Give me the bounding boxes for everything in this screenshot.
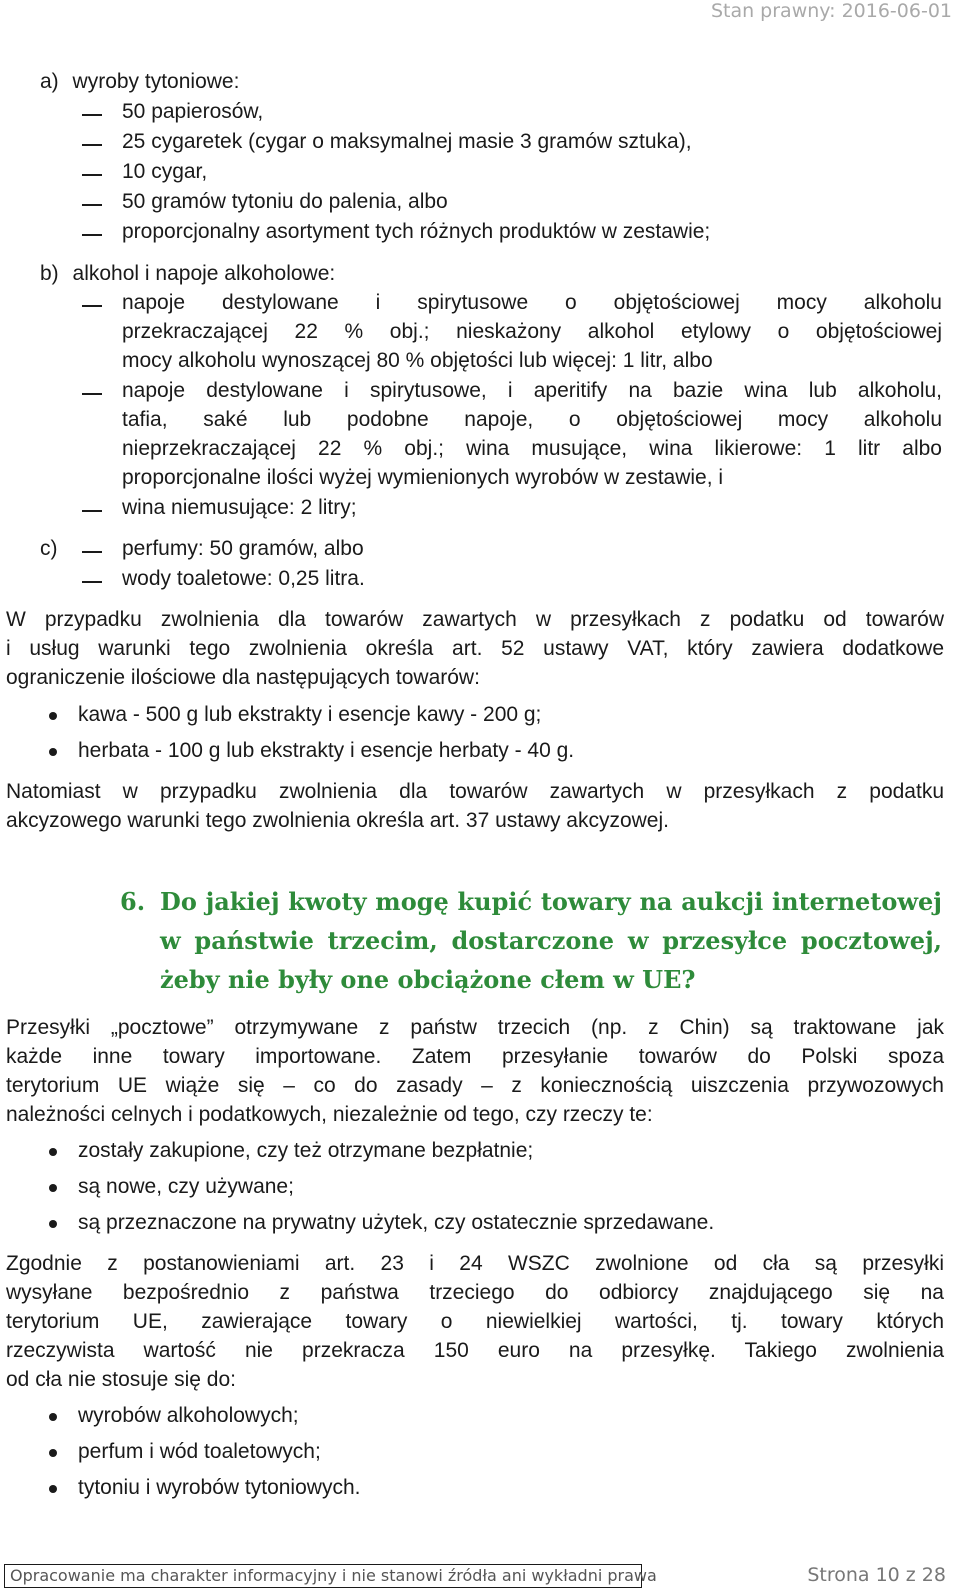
paragraph-line: wysyłane bezpośrednio z państwa trzeciego do odbiorcy znajdującego się na xyxy=(6,1281,944,1304)
bullet-icon xyxy=(49,748,57,756)
bullet-item: są przeznaczone na prywatny użytek, czy ostatecznie sprzedawane. xyxy=(78,1211,715,1234)
bullet-icon xyxy=(49,1485,57,1493)
section-b-title: alkohol i napoje alkoholowe: xyxy=(72,262,336,285)
page-number: Strona 10 z 28 xyxy=(807,1564,946,1586)
bullet-item: tytoniu i wyrobów tytoniowych. xyxy=(78,1476,361,1499)
paragraph-line: każde inne towary importowane. Zatem przesyłanie towarów do Polski spoza xyxy=(6,1045,944,1068)
dash-marker xyxy=(82,510,102,512)
paragraph-line: Przesyłki „pocztowe” otrzymywane z państw trzecich (np. z Chin) są traktowane jak xyxy=(6,1016,944,1039)
dash-marker xyxy=(82,174,102,176)
list-item: 25 cygaretek (cygar o maksymalnej masie 3 gramów sztuka), xyxy=(122,130,692,153)
list-item-line: napoje destylowane i spirytusowe o objętościowej mocy alkoholu xyxy=(122,291,942,314)
list-item: wina niemusujące: 2 litry; xyxy=(122,496,357,519)
list-item: 50 papierosów, xyxy=(122,100,264,123)
dash-marker xyxy=(82,581,102,583)
list-item-line: napoje destylowane i spirytusowe, i aperitify na bazie wina lub alkoholu, xyxy=(122,379,942,402)
footer-disclaimer: Opracowanie ma charakter informacyjny i nie stanowi źródła ani wykładni prawa xyxy=(10,1566,657,1585)
list-item-line: przekraczającej 22 % obj.; nieskażony alkohol etylowy o objętościowej xyxy=(122,320,942,343)
bullet-icon xyxy=(49,1184,57,1192)
section-a-label: a) xyxy=(40,70,59,93)
dash-marker xyxy=(82,551,102,553)
bullet-item: kawa - 500 g lub ekstrakty i esencje kawy - 200 g; xyxy=(78,703,542,726)
section-a-title: wyroby tytoniowe: xyxy=(72,70,240,93)
dash-marker xyxy=(82,144,102,146)
section-b-heading xyxy=(40,262,335,286)
paragraph-line: i usług warunki tego zwolnienia określa art. 52 ustawy VAT, który zawiera dodatkowe xyxy=(6,637,944,660)
question-number: 6. xyxy=(120,887,146,916)
question-heading-line: Do jakiej kwoty mogę kupić towary na aukcji internetowej xyxy=(160,887,942,916)
dash-marker xyxy=(82,234,102,236)
bullet-icon xyxy=(49,1220,57,1228)
list-item: 10 cygar, xyxy=(122,160,208,183)
paragraph-line: Zgodnie z postanowieniami art. 23 i 24 WSZC zwolnione od cła są przesyłki xyxy=(6,1252,944,1275)
bullet-icon xyxy=(49,1148,57,1156)
paragraph-line: terytorium UE wiąże się – co do zasady – z koniecznością uiszczenia przywozowych xyxy=(6,1074,944,1097)
list-item-line: tafia, saké lub podobne napoje, o objętościowej mocy alkoholu xyxy=(122,408,942,431)
bullet-item: wyrobów alkoholowych; xyxy=(78,1404,299,1427)
list-item-line: nieprzekraczającej 22 % obj.; wina musujące, wina likierowe: 1 litr albo xyxy=(122,437,942,460)
list-item-line: mocy alkoholu wynoszącej 80 % objętości lub więcej: 1 litr, albo xyxy=(122,349,713,372)
paragraph-line: rzeczywista wartość nie przekracza 150 euro na przesyłkę. Takiego zwolnienia xyxy=(6,1339,944,1362)
bullet-item: są nowe, czy używane; xyxy=(78,1175,294,1198)
paragraph-line: ograniczenie ilościowe dla następujących towarów: xyxy=(6,666,480,689)
dash-marker xyxy=(82,305,102,307)
paragraph-line: od cła nie stosuje się do: xyxy=(6,1368,236,1391)
paragraph-line: W przypadku zwolnienia dla towarów zawartych w przesyłkach z podatku od towarów xyxy=(6,608,944,631)
bullet-item: perfum i wód toaletowych; xyxy=(78,1440,321,1463)
list-item-line: proporcjonalne ilości wyżej wymienionych wyrobów w zestawie, i xyxy=(122,466,724,489)
list-item: proporcjonalny asortyment tych różnych produktów w zestawie; xyxy=(122,220,711,243)
list-item: perfumy: 50 gramów, albo xyxy=(122,537,364,560)
question-heading-line: żeby nie były one obciążone cłem w UE? xyxy=(160,965,696,994)
paragraph-line: akcyzowego warunki tego zwolnienia określa art. 37 ustawy akcyzowej. xyxy=(6,809,669,832)
legal-status-header: Stan prawny: 2016-06-01 xyxy=(710,0,952,22)
section-b-label: b) xyxy=(40,262,59,285)
paragraph-line: należności celnych i podatkowych, niezależnie od tego, czy rzeczy te: xyxy=(6,1103,653,1126)
section-c-label: c) xyxy=(40,537,58,560)
bullet-item: herbata - 100 g lub ekstrakty i esencje herbaty - 40 g. xyxy=(78,739,575,762)
list-item: wody toaletowe: 0,25 litra. xyxy=(122,567,365,590)
dash-marker xyxy=(82,204,102,206)
paragraph-line: terytorium UE, zawierające towary o niewielkiej wartości, tj. towary których xyxy=(6,1310,944,1333)
paragraph-line: Natomiast w przypadku zwolnienia dla towarów zawartych w przesyłkach z podatku xyxy=(6,780,944,803)
question-heading-line: w państwie trzecim, dostarczone w przesyłce pocztowej, xyxy=(160,926,942,955)
bullet-icon xyxy=(49,1449,57,1457)
bullet-item: zostały zakupione, czy też otrzymane bezpłatnie; xyxy=(78,1139,534,1162)
bullet-icon xyxy=(49,1413,57,1421)
section-a-heading xyxy=(40,70,239,94)
list-item: 50 gramów tytoniu do palenia, albo xyxy=(122,190,448,213)
bullet-icon xyxy=(49,712,57,720)
dash-marker xyxy=(82,393,102,395)
dash-marker xyxy=(82,114,102,116)
